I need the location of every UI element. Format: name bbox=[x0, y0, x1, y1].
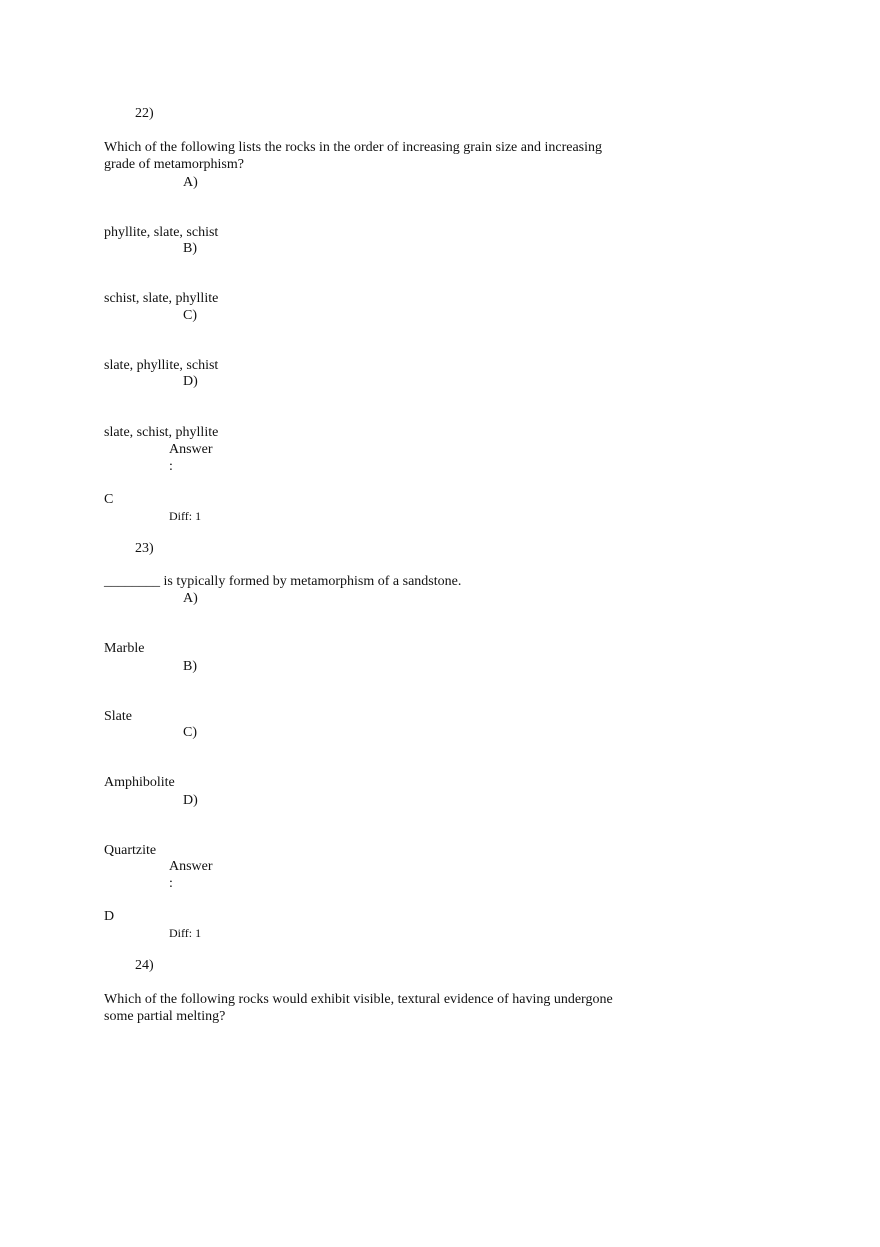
option-text-a: Marble bbox=[104, 641, 145, 656]
difficulty-label: Diff: 1 bbox=[169, 509, 202, 523]
answer-label: Answer bbox=[169, 442, 213, 457]
question-stem-line-1: Which of the following lists the rocks in the order of increasing grain size and increasing bbox=[104, 140, 603, 155]
option-text-d: Quartzite bbox=[104, 843, 157, 858]
answer-value: C bbox=[104, 492, 114, 507]
question-stem-line-2: grade of metamorphism? bbox=[104, 157, 244, 172]
difficulty-label: Diff: 1 bbox=[169, 926, 202, 940]
answer-label: Answer bbox=[169, 859, 213, 874]
question-number: 23) bbox=[135, 541, 154, 556]
answer-colon: : bbox=[169, 459, 173, 474]
option-text-b: schist, slate, phyllite bbox=[104, 291, 219, 306]
option-text-d: slate, schist, phyllite bbox=[104, 425, 219, 440]
option-letter-a: A) bbox=[183, 591, 198, 606]
option-letter-a: A) bbox=[183, 175, 198, 190]
option-text-c: Amphibolite bbox=[104, 775, 175, 790]
option-letter-c: C) bbox=[183, 308, 197, 323]
question-number: 24) bbox=[135, 958, 154, 973]
question-stem-line-1: ________ is typically formed by metamorphism of a sandstone. bbox=[104, 574, 462, 589]
option-letter-d: D) bbox=[183, 793, 198, 808]
answer-colon: : bbox=[169, 876, 173, 891]
option-text-b: Slate bbox=[104, 709, 132, 724]
option-letter-c: C) bbox=[183, 725, 197, 740]
option-text-c: slate, phyllite, schist bbox=[104, 358, 219, 373]
question-stem-line-1: Which of the following rocks would exhibit visible, textural evidence of having undergone bbox=[104, 992, 613, 1007]
option-letter-d: D) bbox=[183, 374, 198, 389]
question-stem-line-2: some partial melting? bbox=[104, 1009, 226, 1024]
option-letter-b: B) bbox=[183, 241, 197, 256]
question-number: 22) bbox=[135, 106, 154, 121]
option-letter-b: B) bbox=[183, 659, 197, 674]
option-text-a: phyllite, slate, schist bbox=[104, 225, 219, 240]
answer-value: D bbox=[104, 909, 115, 924]
